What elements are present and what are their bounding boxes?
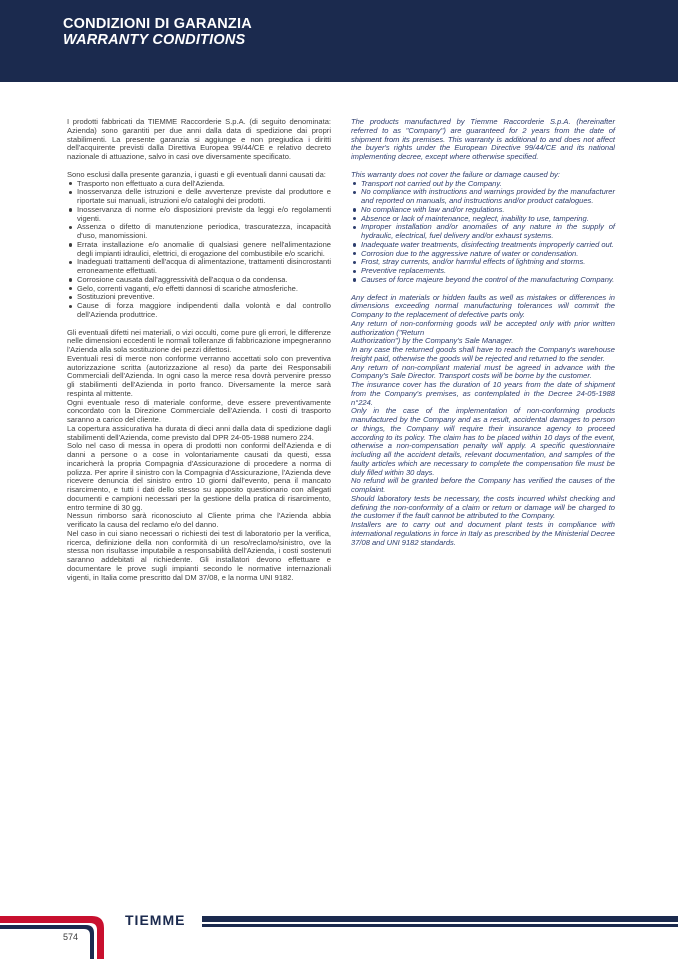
exclusions-list [351, 180, 615, 285]
body-paragraph: Gli eventuali difetti nei materiali, o vizi occulti, come pure gli errori, le differenze nelle dimensioni eccedenti le normali tolleranze di fabbricazione impegneranno l'Azienda alla sola sostituzione dei pezzi difettosi. [67, 327, 331, 354]
intro-paragraph: I prodotti fabbricati da TIEMME Raccorderie S.p.A. (di seguito denominata: Azienda) sono garantiti per due anni dalla data di spedizione dai propri stabilimenti. La presente garanzia si aggiunge e non pregiudica i diritti dell'acquirente previsti dalla Direttiva Europea 99/44/CE e relativo decreto nazionale di attuazione, salvo in casi ove diversamente specificato. [67, 117, 331, 161]
list-item: Assenza o difetto di manutenzione periodica, trascuratezza, incapacità d'uso, manomissioni. [67, 223, 331, 241]
body-paragraph: The insurance cover has the duration of 10 years from the date of shipment from the Company's premises, as contemplated in the Decree 24-05-1988 n°224. [351, 380, 615, 407]
english-column [351, 118, 615, 547]
list-item: Frost, stray currents, and/or harmful effects of lightning and storms. [351, 258, 615, 267]
list-item: Causes of force majeure beyond the control of the manufacturing Company. [351, 276, 615, 285]
title-english: WARRANTY CONDITIONS [63, 32, 246, 48]
list-item: Improper installation and/or anomalies of any nature in the supply of hydraulic, electrical, fuel delivery and/or exhaust systems. [351, 223, 615, 241]
list-item: Absence or lack of maintenance, neglect, inability to use, tampering. [351, 215, 615, 224]
tiemme-logo: TIEMME [125, 912, 186, 928]
list-item: Inadequate water treatments, disinfecting treatments improperly carried out. [351, 241, 615, 250]
list-item: Corrosione causata dall'aggressività dell'acqua o da condensa. [67, 276, 331, 285]
list-item: Sostituzioni preventive. [67, 293, 331, 302]
list-item: Inosservanza delle istruzioni e delle avvertenze previste dal produttore e riportate sui manuali, istruzioni e/o cataloghi dei prodotti. [67, 188, 331, 206]
page-number: 574 [63, 932, 79, 942]
list-item: Cause di forza maggiore indipendenti dalla volontà e dal controllo dell'Azienda produttrice. [67, 302, 331, 320]
footer-stripes-graphic [0, 906, 678, 959]
list-item: Transport not carried out by the Company. [351, 180, 615, 189]
body-paragraph: Eventuali resi di merce non conforme verranno accettati solo con preventiva autorizzazione scritta (autorizzazione al reso) da parte dei Responsabili Commerciali dell'Azienda. In ogni caso la merce resa dovrà pervenire presso gli stabilimenti dell'Azienda in porto franco. Diversamente la merce sarà respinta al mittente. [67, 353, 331, 398]
list-item: Inadeguati trattamenti dell'acqua di alimentazione, trattamenti disincrostanti erroneamente effettuati. [67, 258, 331, 276]
body-paragraph: Only in the case of the implementation of non-conforming products manufactured by the Company and as a result, accidental damages to person or things, the Company will require their insurance agency to proceed according to its policy. The claim has to be placed within 10 days of the event, otherwise a non-compensation penalty will apply. A specific questionnaire including all the accident details, relevant documentation, and samples of the faulty articles which are necessary to complete the compensation file must be duly filled within 30 days. [351, 406, 615, 477]
body-paragraph: Any defect in materials or hidden faults as well as mistakes or differences in dimensions exceeding normal manufacturing tolerances will commit the Company to the replacement of defective parts only. [351, 292, 615, 319]
list-item: No compliance with law and/or regulations. [351, 206, 615, 215]
body-paragraph: Should laboratory tests be necessary, the costs incurred whilst checking and defining the non-conformity of a claim or return or damage will be charged to the customer if the fault cannot be attributed to the Company. [351, 493, 615, 521]
list-item: Corrosion due to the aggressive nature of water or condensation. [351, 250, 615, 259]
body-paragraph: La copertura assicurativa ha durata di dieci anni dalla data di spedizione dagli stabilimenti dell'Azienda, come previsto dal DPR 24-05-1988 numero 224. [67, 423, 331, 442]
list-item: Gelo, correnti vaganti, e/o effetti dannosi di scariche atmosferiche. [67, 285, 331, 294]
body-paragraph: Any return of non-conforming goods will be accepted only with prior written authorization ("Return [351, 318, 615, 337]
exclusions-list [67, 180, 331, 320]
body-paragraph: Nel caso in cui siano necessari o richiesti dei test di laboratorio per la verifica, ricerca, definizione della non conformità di un reso/reclamo/sinistro, ove la stessa non risultasse imputabile a responsabilità dell'Azienda, i costi sostenuti saranno addebitati al richiedente. Gli installatori devono effettuare e documentare le prove sugli impianti secondo le normative internazionali vigenti, in Italia come prescritto dal DM 37/08, e la norma UNI 9182. [67, 528, 331, 582]
exclusions-intro: Sono esclusi dalla presente garanzia, i guasti e gli eventuali danni causati da: [67, 169, 326, 179]
body-paragraph: Nessun rimborso sarà riconosciuto al Cliente prima che l'Azienda abbia verificato la causa del reclamo e/o del danno. [67, 511, 331, 529]
body-paragraph: Authorization") by the Company's Sale Manager. [351, 336, 514, 346]
exclusions-intro: This warranty does not cover the failure or damage caused by: [351, 169, 560, 179]
body-paragraph: Any return of non-compliant material must be agreed in advance with the Company's Sale Director. Transport costs will be borne by the customer. [351, 362, 615, 381]
body-paragraph: In any case the returned goods shall have to reach the Company's warehouse freight paid, otherwise the goods will be rejected and returned to the sender. [351, 345, 615, 363]
body-paragraph: Ogni eventuale reso di materiale conforme, deve essere preventivamente concordato con la Direzione Commerciale dell'Azienda. I costi di trasporto saranno a carico del cliente. [67, 397, 331, 424]
footer-band [0, 906, 678, 959]
body-paragraph: Solo nel caso di messa in opera di prodotti non conformi dell'Azienda e di danni a persone o a cose in volontariamente causati da questi, essa incaricherà la propria Compagnia d'Assicurazione di procedere a norma di polizza. Per aprire il sinistro con la Compagnia d'Assicurazione, l'Azienda deve ricevere denuncia del sinistro entro 10 giorni dall'evento, pena il mancato risarcimento, e tutti i dati dello stesso su apposito questionario con allegati documenti e campioni necessari per la gestione della pratica di risarcimento, entro termine di 30 gg. [67, 441, 331, 512]
header-banner [0, 0, 678, 82]
intro-paragraph: The products manufactured by Tiemme Raccorderie S.p.A. (hereinafter referred to as "Company") are guaranteed for 2 years from the date of shipment from its premises. This warranty is additional to and does not affect the buyer's rights under the European Directive 99/44/CE and its national implementing decree, except where otherwise specified. [351, 117, 615, 161]
italian-column [67, 118, 331, 582]
body-paragraph: Installers are to carry out and document plant tests in compliance with international regulations in force in Italy as prescribed by the Ministerial Decree 37/08 and UNI 9182 standards. [351, 520, 615, 547]
list-item: No compliance with instructions and warnings provided by the manufacturer and reported on manuals, and instructions and/or product catalogues. [351, 188, 615, 206]
title-italian: CONDIZIONI DI GARANZIA [63, 16, 252, 32]
list-item: Trasporto non effettuato a cura dell'Azienda. [67, 180, 331, 189]
list-item: Inosservanza di norme e/o disposizioni previste da leggi e/o regolamenti vigenti. [67, 206, 331, 224]
body-paragraph: No refund will be granted before the Company has verified the causes of the complaint. [351, 476, 615, 494]
list-item: Preventive replacements. [351, 267, 615, 276]
list-item: Errata installazione e/o anomalie di qualsiasi genere nell'alimentazione degli impianti idraulici, elettrici, di erogazione del combustibile e/o scarichi. [67, 241, 331, 259]
